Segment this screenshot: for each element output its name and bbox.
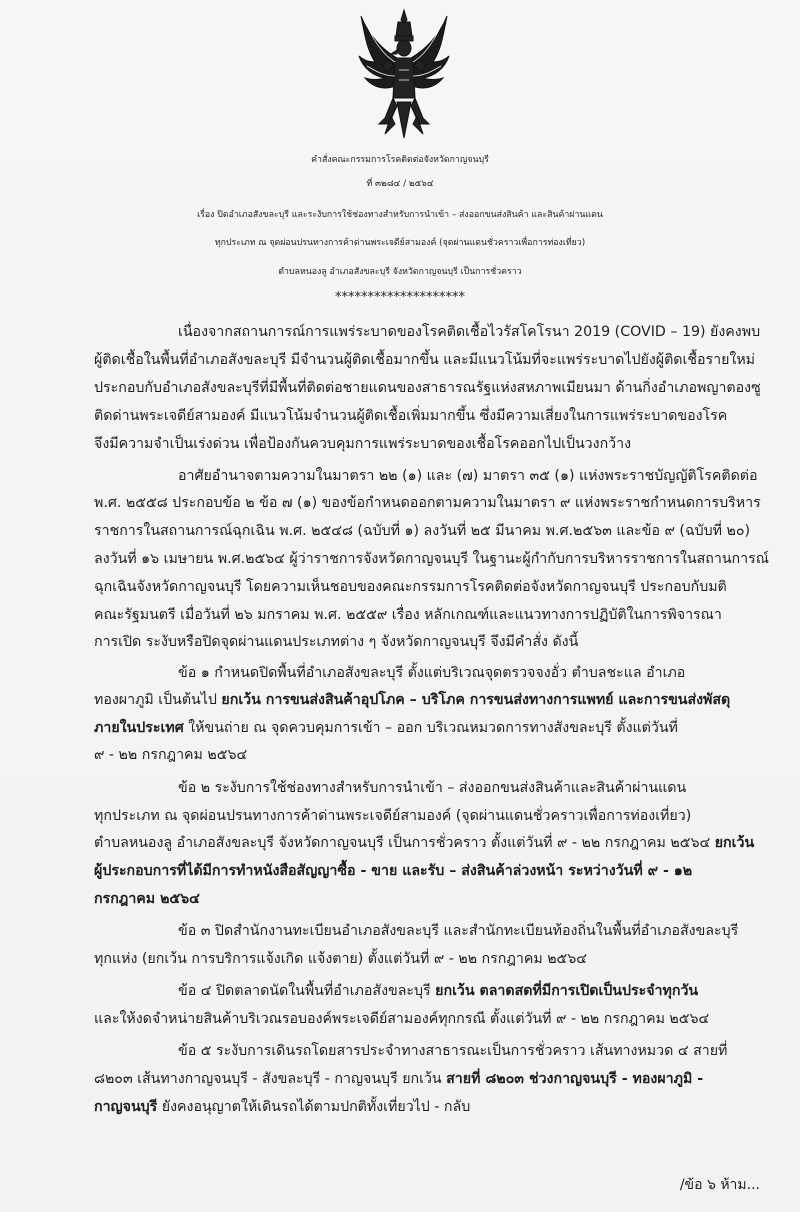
clause-2-line: กรกฎาคม ๒๕๖๔ <box>94 891 200 907</box>
subject-line: ทุกประเภท ณ จุดผ่อนปรนทางการค้าด่านพระเจดีย์สามองค์ (จุดผ่านแดนชั่วคราวเพื่อการท่องเที่ยว) <box>214 238 586 248</box>
paragraph-line: ประกอบกับอำเภอสังขละบุรีที่มีพื้นที่ติดต่อชายแดนของสาธารณรัฐแห่งสหภาพเมียนมา ด้านกิ่งอำเภอพญาตองซู <box>94 380 761 396</box>
clause-1-line: ๙ - ๒๒ กรกฎาคม ๒๕๖๔ <box>94 747 248 763</box>
bold-text-run: ภายในประเทศ <box>94 720 184 736</box>
text-run: ทองผาภูมิ เป็นต้นไป <box>94 692 222 708</box>
paragraph-line: ฉุกเฉินจังหวัดกาญจนบุรี โดยความเห็นชอบของคณะกรรมการโรคติดต่อจังหวัดกาญจนบุรี ประกอบกับมติ <box>94 579 727 595</box>
paragraph-line: การเปิด ระงับหรือปิดจุดผ่านแดนประเภทต่าง ๆ จังหวัดกาญจนบุรี จึงมีคำสั่ง ดังนี้ <box>94 634 579 650</box>
paragraph-line: เนื่องจากสถานการณ์การแพร่ระบาดของโรคติดเชื้อไวรัสโคโรนา 2019 (COVID – 19) ยังคงพบ <box>178 324 761 340</box>
bold-text-run: กาญจนบุรี <box>94 1099 158 1115</box>
clause-5-line: ข้อ ๕ ระงับการเดินรถโดยสารประจำทางสาธารณะเป็นการชั่วคราว เส้นทางหมวด ๔ สายที่ <box>178 1043 728 1059</box>
garuda-emblem-icon <box>355 6 453 148</box>
clause-5-line <box>94 1097 470 1117</box>
clause-4-line: และให้งดจำหน่ายสินค้าบริเวณรอบองค์พระเจดีย์สามองค์ทุกกรณี ตั้งแต่วันที่ ๙ - ๒๒ กรกฎาคม ๒๕๖๔ <box>94 1011 710 1027</box>
separator: ******************** <box>335 290 465 305</box>
clause-4-line <box>178 981 698 1001</box>
order-number: ที่ ๓๒๘๔ / ๒๕๖๔ <box>366 179 434 189</box>
text-run: ยังคงอนุญาตให้เดินรถได้ตามปกติทั้งเที่ยวไป - กลับ <box>157 1099 471 1115</box>
paragraph-line: ผู้ติดเชื้อในพื้นที่อำเภอสังขละบุรี มีจำนวนผู้ติดเชื้อมากขึ้น และมีแนวโน้มที่จะแพร่ระบาดไปยังผู้ติดเชื้อรายใหม่ <box>94 352 756 368</box>
subject-line: เรื่อง ปิดอำเภอสังขละบุรี และระงับการใช้ช่องทางสำหรับการนำเข้า – ส่งออกขนส่งสินค้า และสินค้าผ่านแดน <box>197 210 603 220</box>
clause-2-line <box>94 833 754 853</box>
text-run: ๘๒๐๓ เส้นทางกาญจนบุรี - สังขละบุรี - กาญจนบุรี ยกเว้น <box>94 1071 447 1087</box>
clause-2-line: ทุกประเภท ณ จุดผ่อนปรนทางการค้าด่านพระเจดีย์สามองค์ (จุดผ่านแดนชั่วคราวเพื่อการท่องเที่ยว) <box>94 808 692 824</box>
text-run: ตำบลหนองลู อำเภอสังขละบุรี จังหวัดกาญจนบุรี เป็นการชั่วคราว ตั้งแต่วันที่ ๙ - ๒๒ กรกฎาคม ๒๕๖๔ <box>94 835 715 851</box>
paragraph-line: คณะรัฐมนตรี เมื่อวันที่ ๒๖ มกราคม พ.ศ. ๒๕๕๙ เรื่อง หลักเกณฑ์และแนวทางการปฏิบัติในการพิจารณา <box>94 607 722 623</box>
paragraph-line: ลงวันที่ ๑๖ เมษายน พ.ศ.๒๕๖๔ ผู้ว่าราชการจังหวัดกาญจนบุรี ในฐานะผู้กำกับการบริหารราชการในสถานการณ์ <box>94 551 769 567</box>
bold-text-run: ยกเว้น การขนส่งสินค้าอุปโภค – บริโภค การขนส่งทางการแพทย์ และการขนส่งพัสดุ <box>221 692 731 708</box>
paragraph-line: ติดด่านพระเจดีย์สามองค์ มีแนวโน้มจำนวนผู้ติดเชื้อเพิ่มมากขึ้น ซึ่งมีความเสี่ยงในการแพร่ระบาดของโรค <box>94 408 728 424</box>
bold-text-run: สายที่ ๘๒๐๓ ช่วงกาญจนบุรี - ทองผาภูมิ - <box>446 1071 704 1087</box>
paragraph-line: อาศัยอำนาจตามความในมาตรา ๒๒ (๑) และ (๗) มาตรา ๓๕ (๑) แห่งพระราชบัญญัติโรคติดต่อ <box>178 468 758 484</box>
paragraph-line: ราชการในสถานการณ์ฉุกเฉิน พ.ศ. ๒๕๔๘ (ฉบับที่ ๑) ลงวันที่ ๒๕ มีนาคม พ.ศ.๒๕๖๓ และข้อ ๙ (ฉบับที่ ๒๐) <box>94 523 751 539</box>
text-run: ข้อ ๔ ปิดตลาดนัดในพื้นที่อำเภอสังขละบุรี <box>178 983 436 999</box>
order-title: คำสั่งคณะกรรมการโรคติดต่อจังหวัดกาญจนบุรี <box>311 155 489 165</box>
text-run: ให้ขนถ่าย ณ จุดควบคุมการเข้า – ออก บริเวณหมวดการทางสังขละบุรี ตั้งแต่วันที่ <box>183 720 678 736</box>
paragraph-line: พ.ศ. ๒๕๕๘ ประกอบข้อ ๒ ข้อ ๗ (๑) ของข้อกำหนดออกตามความในมาตรา ๙ แห่งพระราชกำหนดการบริหาร <box>94 495 761 511</box>
clause-1-line <box>94 690 730 710</box>
paragraph-line: จึงมีความจำเป็นเร่งด่วน เพื่อป้องกันควบคุมการแพร่ระบาดของเชื้อโรคออกไปเป็นวงกว้าง <box>94 436 632 452</box>
subject-line: ตำบลหนองลู อำเภอสังขละบุรี จังหวัดกาญจนบุรี เป็นการชั่วคราว <box>278 267 522 277</box>
bold-text-run: ยกเว้น <box>714 835 755 851</box>
clause-5-line <box>94 1069 703 1089</box>
clause-3-line: ทุกแห่ง (ยกเว้น การบริการแจ้งเกิด แจ้งตาย) ตั้งแต่วันที่ ๙ - ๒๒ กรกฎาคม ๒๕๖๔ <box>94 951 588 967</box>
clause-3-line: ข้อ ๓ ปิดสำนักงานทะเบียนอำเภอสังขละบุรี และสำนักทะเบียนท้องถิ่นในพื้นที่อำเภอสังขละบุรี <box>178 923 739 939</box>
bold-text-run: ยกเว้น ตลาดสดที่มีการเปิดเป็นประจำทุกวัน <box>435 983 699 999</box>
clause-2-line: ข้อ ๒ ระงับการใช้ช่องทางสำหรับการนำเข้า – ส่งออกขนส่งสินค้าและสินค้าผ่านแดน <box>178 780 687 796</box>
clause-1-line: ข้อ ๑ กำหนดปิดพื้นที่อำเภอสังขละบุรี ตั้งแต่บริเวณจุดตรวจจงอั่ว ตำบลชะแล อำเภอ <box>178 665 686 681</box>
continuation-reference: /ข้อ ๖ ห้าม... <box>679 1177 760 1193</box>
clause-2-line: ผู้ประกอบการที่ได้มีการทำหนังสือสัญญาซื้อ - ขาย และรับ – ส่งสินค้าล่วงหน้า ระหว่างวันที่ ๙ - ๑๒ <box>94 863 693 879</box>
clause-1-line <box>94 718 678 738</box>
